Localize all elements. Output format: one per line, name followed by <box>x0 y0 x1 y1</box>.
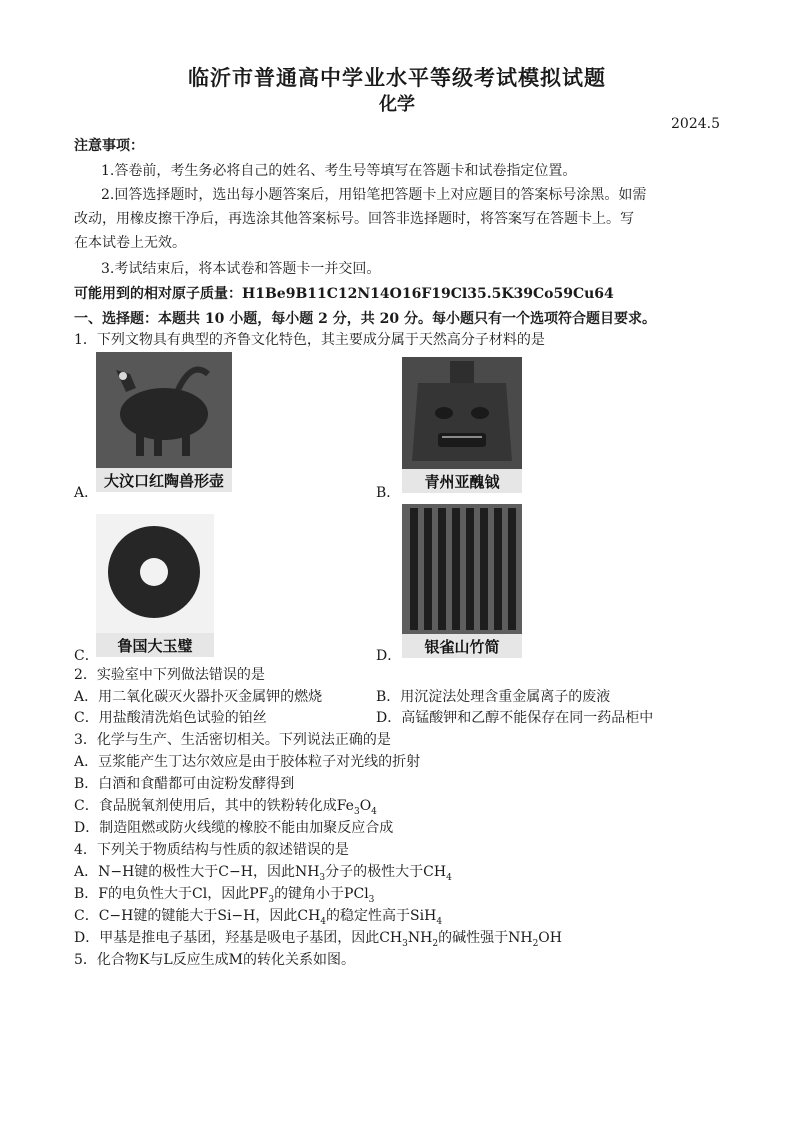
question-4-option-c: C．C−H键的键能大于Si−H，因此$CH_4$的稳定性高于SiH$_4$ <box>74 908 443 927</box>
option-d-caption: 银雀山竹简 <box>402 634 522 658</box>
notice-item-2-line-3: 在本试卷上无效。 <box>74 235 186 251</box>
question-3-option-a: A．豆浆能产生丁达尔效应是由于胶体粒子对光线的折射 <box>74 754 421 770</box>
atomic-mass-line: 可能用到的相对原子质量：H1Be9B11C12N14O16F19Cl35.5K39Co59Cu64 <box>74 286 614 302</box>
notice-item-1: 1.答卷前，考生务必将自己的姓名、考生号等填写在答题卡和试卷指定位置。 <box>101 163 577 179</box>
subject-title: 化学 <box>379 94 415 115</box>
option-c-caption: 鲁国大玉璧 <box>96 633 214 657</box>
option-c-label: C． <box>74 648 99 664</box>
option-b-label: B． <box>376 485 401 501</box>
notice-item-2-line-2: 改动，用橡皮擦干净后，再选涂其他答案标号。回答非选择题时，将答案写在答题卡上。写 <box>74 211 634 227</box>
question-4-option-d: D．甲基是推电子基团，羟基是吸电子基团，因此$CH_3NH_2$的碱性强于$NH_2OH$ <box>74 930 562 949</box>
option-b-image <box>402 357 522 493</box>
question-5-stem: 5．化合物K与L反应生成M的转化关系如图。 <box>74 952 355 968</box>
question-3-option-c: C．食品脱氧剂使用后，其中的铁粉转化成$Fe_3O_4$ <box>74 798 377 817</box>
question-2-stem: 2．实验室中下列做法错误的是 <box>74 667 265 683</box>
question-3-stem: 3．化学与生产、生活密切相关。下列说法正确的是 <box>74 732 391 748</box>
question-3-option-d: D．制造阻燃或防火线缆的橡胶不能由加聚反应合成 <box>74 820 394 836</box>
notice-item-2-line-1: 2.回答选择题时，选出每小题答案后，用铅笔把答题卡上对应题目的答案标号涂黑。如需 <box>101 187 647 203</box>
option-a-caption: 大汶口红陶兽形壶 <box>96 468 232 492</box>
section-1-heading: 一、选择题：本题共 10 小题，每小题 2 分，共 20 分。每小题只有一个选项符合题目要求。 <box>74 311 656 327</box>
option-d-label: D． <box>376 648 402 664</box>
option-a-image <box>96 352 232 492</box>
option-c-image <box>96 514 214 657</box>
question-4-option-a: A．N−H键的极性大于C−H，因此$NH_3$分子的极性大于$CH_4$ <box>74 864 452 883</box>
question-2-option-c: C．用盐酸清洗焰色试验的铂丝 <box>74 710 267 726</box>
notice-heading: 注意事项： <box>74 138 144 154</box>
question-2-option-b: B．用沉淀法处理含重金属离子的废液 <box>376 689 611 705</box>
question-2-option-a: A．用二氧化碳灭火器扑灭金属钾的燃烧 <box>74 689 323 705</box>
notice-item-3: 3.考试结束后，将本试卷和答题卡一并交回。 <box>101 261 381 277</box>
question-2-option-d: D．高锰酸钾和乙醇不能保存在同一药品柜中 <box>376 710 654 726</box>
question-1-stem: 1．下列文物具有典型的齐鲁文化特色，其主要成分属于天然高分子材料的是 <box>74 332 545 348</box>
question-4-option-b: B．F的电负性大于Cl，因此$PF_3$的键角小于PCl$_3$ <box>74 886 375 905</box>
exam-date: 2024.5 <box>671 116 720 132</box>
page-title: 临沂市普通高中学业水平等级考试模拟试题 <box>188 65 606 90</box>
question-3-option-b: B．白酒和食醋都可由淀粉发酵得到 <box>74 776 295 792</box>
pottery-vessel-icon <box>96 352 232 468</box>
option-d-image <box>402 504 522 658</box>
bronze-axe-icon <box>402 357 522 469</box>
bamboo-slips-icon <box>402 504 522 634</box>
option-b-caption: 青州亚醜钺 <box>402 469 522 493</box>
jade-disc-icon <box>96 514 214 633</box>
question-4-stem: 4．下列关于物质结构与性质的叙述错误的是 <box>74 842 349 858</box>
option-a-label: A． <box>74 485 99 501</box>
